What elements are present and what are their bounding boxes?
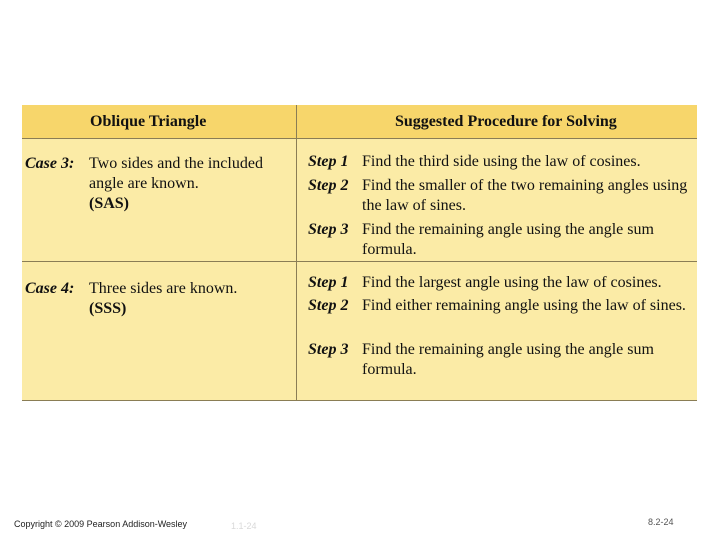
step-label: Step 2 bbox=[308, 297, 349, 314]
case-4-description: Three sides are known. bbox=[89, 280, 238, 297]
case-3-label: Case 3: bbox=[25, 155, 75, 172]
case-3-step-3 bbox=[308, 220, 692, 260]
case-3-step-1 bbox=[308, 152, 692, 172]
step-text: Find the smaller of the two remaining angles using the law of sines. bbox=[362, 177, 688, 214]
case-3-abbreviation: (SAS) bbox=[89, 195, 130, 212]
case-4-abbreviation: (SSS) bbox=[89, 300, 127, 317]
case-3-description: Two sides and the included angle are known. bbox=[89, 155, 263, 192]
case-4-step-1 bbox=[308, 273, 692, 293]
case-4-label: Case 4: bbox=[25, 280, 75, 297]
case-3-step-2 bbox=[308, 176, 692, 216]
step-label: Step 2 bbox=[308, 177, 349, 194]
table-header bbox=[22, 105, 697, 139]
step-label: Step 1 bbox=[308, 274, 349, 291]
step-text: Find the largest angle using the law of cosines. bbox=[362, 274, 662, 291]
step-label: Step 3 bbox=[308, 341, 349, 358]
step-label: Step 1 bbox=[308, 153, 349, 170]
procedure-table bbox=[22, 105, 697, 401]
copyright-notice: Copyright © 2009 Pearson Addison-Wesley bbox=[14, 519, 188, 529]
step-label: Step 3 bbox=[308, 221, 349, 238]
case-4-step-2 bbox=[308, 296, 692, 316]
header-oblique-triangle: Oblique Triangle bbox=[90, 113, 207, 130]
slide-number: 8.2-24 bbox=[648, 517, 674, 527]
step-text: Find either remaining angle using the law of sines. bbox=[362, 297, 686, 314]
case-4-step-3 bbox=[308, 340, 692, 380]
step-text: Find the third side using the law of cosines. bbox=[362, 153, 641, 170]
step-text: Find the remaining angle using the angle sum formula. bbox=[362, 341, 654, 378]
step-text: Find the remaining angle using the angle sum formula. bbox=[362, 221, 654, 258]
row-divider bbox=[22, 261, 697, 262]
column-divider bbox=[296, 105, 297, 400]
faint-page-number: 1.1-24 bbox=[231, 521, 257, 531]
header-suggested-procedure: Suggested Procedure for Solving bbox=[395, 113, 617, 130]
